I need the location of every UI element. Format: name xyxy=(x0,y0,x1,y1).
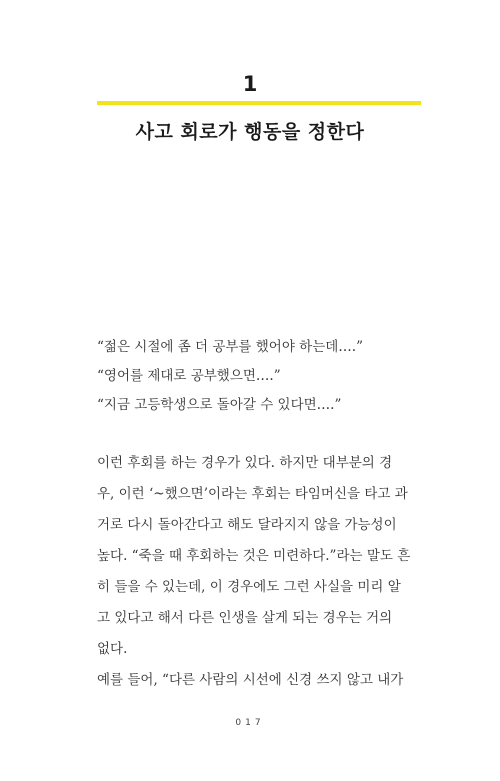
quote-line: “영어를 제대로 공부했으면….” xyxy=(97,368,281,384)
quote-block xyxy=(97,333,427,420)
body-line: 우, 이런 ‘~했으면’이라는 후회는 타임머신을 타고 과 xyxy=(97,486,408,502)
chapter-divider xyxy=(97,101,421,105)
body-line: 거로 다시 돌아간다고 해도 달라지지 않을 가능성이 xyxy=(97,517,397,533)
chapter-title: 사고 회로가 행동을 정한다 xyxy=(135,121,365,143)
quote-line: “젊은 시절에 좀 더 공부를 했어야 하는데….” xyxy=(97,339,363,355)
body-line: 예를 들어, “다른 사람의 시선에 신경 쓰지 않고 내가 xyxy=(97,672,404,688)
body-line: 없다. xyxy=(97,641,128,657)
page-number: 017 xyxy=(235,718,265,728)
body-line: 이런 후회를 하는 경우가 있다. 하지만 대부분의 경 xyxy=(97,455,393,471)
body-line: 히 들을 수 있는데, 이 경우에도 그런 사실을 미리 알 xyxy=(97,579,401,595)
body-line: 높다. “죽을 때 후회하는 것은 미련하다.”라는 말도 흔 xyxy=(97,548,411,564)
body-line: 고 있다고 해서 다른 인생을 살게 되는 경우는 거의 xyxy=(97,610,393,626)
quote-line: “지금 고등학생으로 돌아갈 수 있다면….” xyxy=(97,397,342,413)
chapter-number: 1 xyxy=(242,72,258,96)
body-paragraph xyxy=(97,448,427,696)
